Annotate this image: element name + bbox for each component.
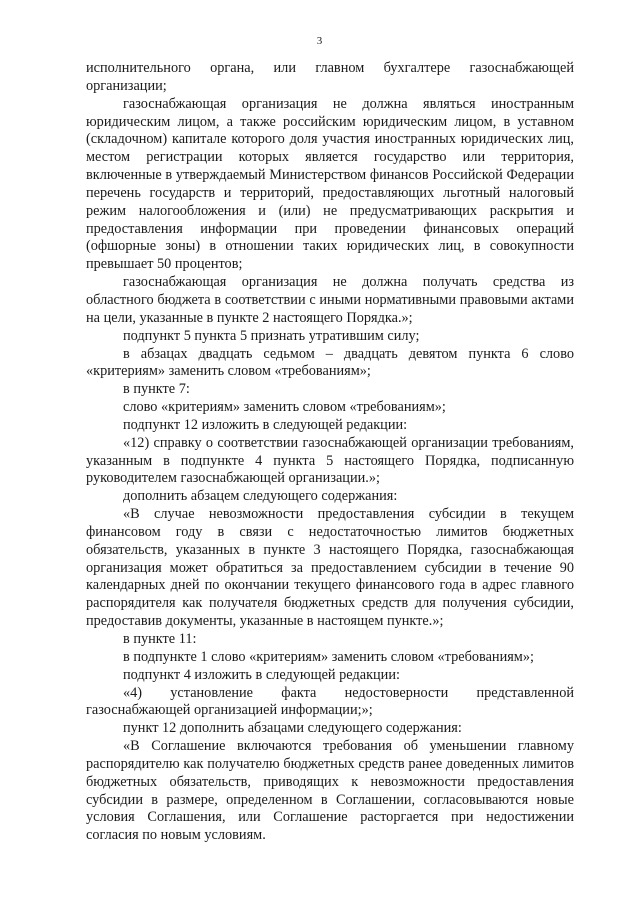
paragraph: «12) справку о соответствии газоснабжающей организации требованиям, указанным в подпункте 4 пункта 5 настоящего Порядка, подписанную руководителем газоснабжающей организации.»; [86,434,574,487]
paragraph: «В Соглашение включаются требования об уменьшении главному распорядителю как получателю бюджетных средств ранее доведенных лимитов бюджетных обязательств, приводящих к невозможности предоставления субсидии в размере, определенном в Соглашении, согласовываются новые условия Соглашения, или Соглашение расторгается при недостижении согласия по новым условиям. [86,738,574,844]
paragraph: в подпункте 1 слово «критериям» заменить словом «требованиям»; [123,648,534,665]
paragraph: исполнительного органа, или главном бухгалтере газоснабжающей организации; [86,60,574,94]
paragraph: газоснабжающая организация не должна являться иностранным юридическим лицом, а также российским юридическим лицом, в уставном (складочном) капитале которого доля участия иностранных юридических лиц, местом регистрации которых является государство или территория, включенные в утверждаемый Министерством финансов Российской Федерации перечень государств и территорий, предоставляющих льготный налоговый режим налогообложения и (или) не предусматривающих раскрытия и предоставления информации при проведении финансовых операций (офшорные зоны) в отношении таких юридических лиц, в совокупности превышает 50 процентов; [86,95,574,273]
paragraph: подпункт 5 пункта 5 признать утратившим силу; [123,327,420,344]
document-body [86,60,574,845]
paragraph: подпункт 4 изложить в следующей редакции: [123,666,400,683]
paragraph: «В случае невозможности предоставления субсидии в текущем финансовом году в связи с недостаточностью лимитов бюджетных обязательств, указанных в пункте 3 настоящего Порядка, газоснабжающая организация может обратиться за предоставлением субсидии в течение 90 календарных дней по окончании текущего финансового года в адрес главного распорядителя как получателя бюджетных средств для получения субсидии, предоставив документы, указанные в настоящем пункте.»; [86,506,574,630]
paragraph: газоснабжающая организация не должна получать средства из областного бюджета в соответствии с иными нормативными правовыми актами на цели, указанные в пункте 2 настоящего Порядка.»; [86,274,574,326]
paragraph: слово «критериям» заменить словом «требованиям»; [123,399,446,416]
paragraph: подпункт 12 изложить в следующей редакции: [123,416,408,433]
paragraph: в пункте 11: [123,631,197,647]
paragraph: «4) установление факта недостоверности представленной газоснабжающей организацией информации;»; [86,684,574,719]
paragraph: в пункте 7: [123,381,190,398]
page-number: 3 [316,35,323,47]
paragraph: дополнить абзацем следующего содержания: [123,488,398,505]
paragraph: пункт 12 дополнить абзацами следующего содержания: [123,720,462,737]
paragraph: в абзацах двадцать седьмом – двадцать девятом пункта 6 слово «критериям» заменить словом «требованиям»; [86,345,574,380]
